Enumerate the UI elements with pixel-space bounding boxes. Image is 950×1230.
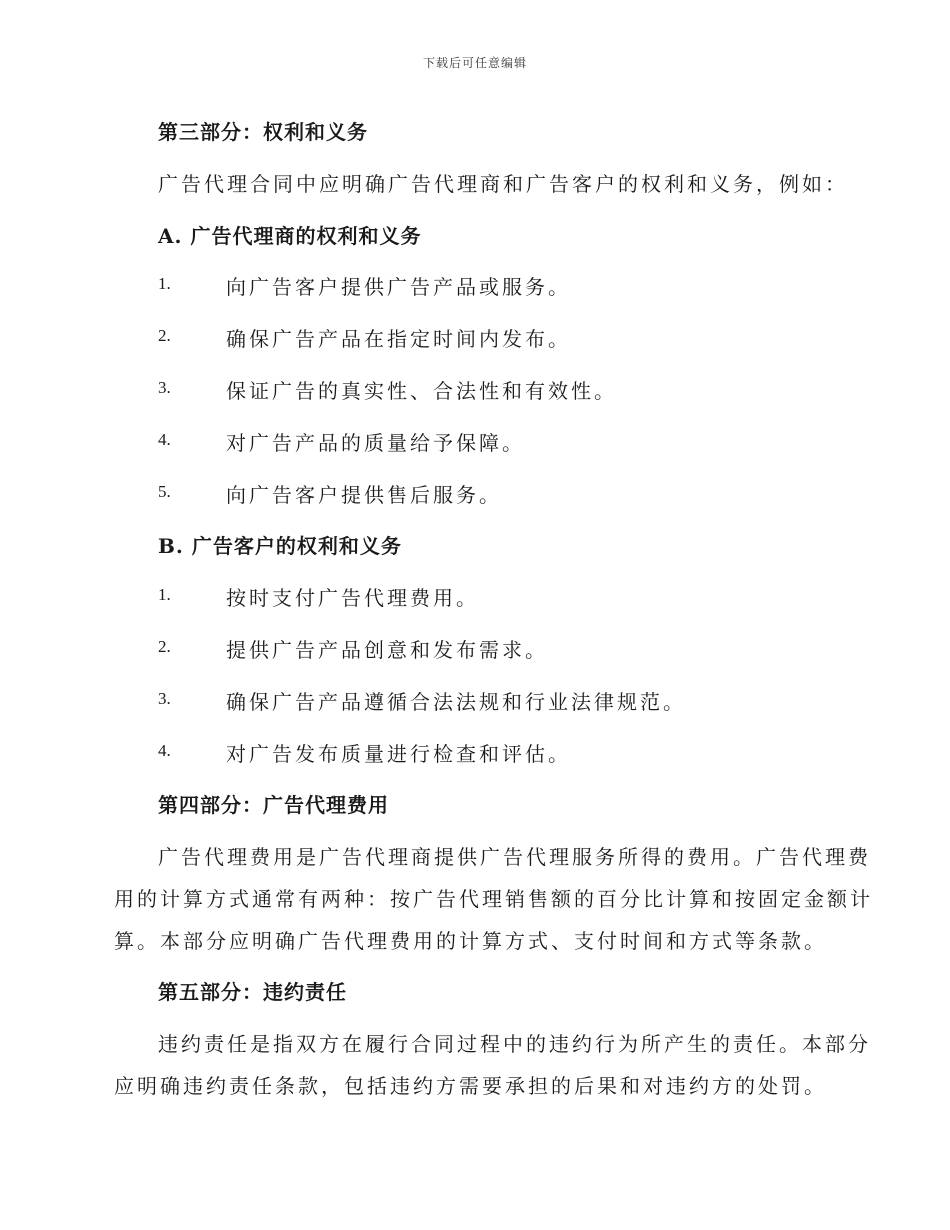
section5-line-2: 应明确违约责任条款，包括违约方需要承担的后果和对违约方的处罚。 [114, 1074, 827, 1098]
list-item-text: 确保广告产品在指定时间内发布。 [226, 327, 571, 351]
section4-line-1: 广告代理费用是广告代理商提供广告代理服务所得的费用。广告代理费 [158, 845, 871, 869]
section4-line-2: 用的计算方式通常有两种：按广告代理销售额的百分比计算和按固定金额计 [114, 887, 873, 911]
list-item-number: 1. [158, 274, 171, 293]
section3-title: 第三部分：权利和义务 [158, 120, 368, 144]
subsection-b-title: B. 广告客户的权利和义务 [158, 534, 402, 558]
list-item-text: 按时支付广告代理费用。 [226, 586, 479, 610]
list-item-text: 向广告客户提供广告产品或服务。 [226, 275, 571, 299]
list-item-number: 4. [158, 741, 171, 760]
list-item-number: 2. [158, 637, 171, 656]
list-item-number: 3. [158, 689, 171, 708]
section5-title: 第五部分：违约责任 [158, 980, 347, 1004]
list-item-text: 向广告客户提供售后服务。 [226, 483, 502, 507]
list-item-text: 对广告发布质量进行检查和评估。 [226, 742, 571, 766]
list-item-number: 3. [158, 378, 171, 397]
list-item-number: 1. [158, 585, 171, 604]
list-item-text: 提供广告产品创意和发布需求。 [226, 638, 548, 662]
list-item-number: 5. [158, 482, 171, 501]
section4-line-3: 算。本部分应明确广告代理费用的计算方式、支付时间和方式等条款。 [114, 929, 827, 953]
section5-line-1: 违约责任是指双方在履行合同过程中的违约行为所产生的责任。本部分 [158, 1032, 871, 1056]
list-item-text: 确保广告产品遵循合法法规和行业法律规范。 [226, 690, 686, 714]
header-note: 下载后可任意编辑 [422, 56, 527, 70]
section4-title: 第四部分：广告代理费用 [158, 793, 389, 817]
list-item-text: 对广告产品的质量给予保障。 [226, 431, 525, 455]
list-item-text: 保证广告的真实性、合法性和有效性。 [226, 379, 617, 403]
list-item-number: 4. [158, 430, 171, 449]
subsection-a-title: A. 广告代理商的权利和义务 [158, 224, 422, 248]
list-item-number: 2. [158, 326, 171, 345]
section3-intro: 广告代理合同中应明确广告代理商和广告客户的权利和义务，例如： [158, 172, 848, 196]
